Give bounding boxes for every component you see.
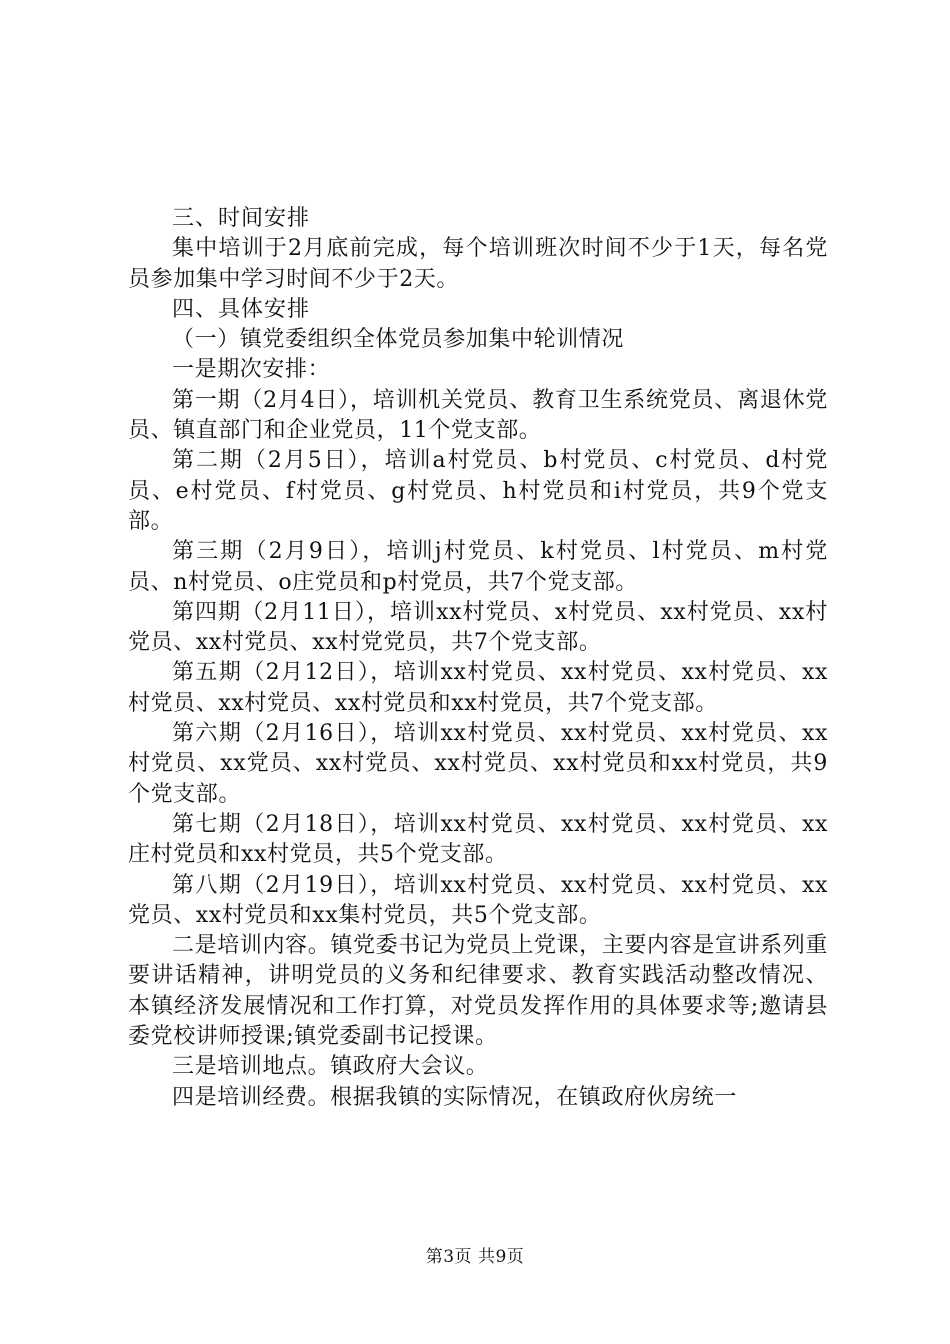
section-heading-arrangement: 四、具体安排 — [172, 296, 311, 322]
paragraph-session-6: 第六期（2月16日），培训xx村党员、xx村党员、xx村党员、xx村党员、xx党员、xx村党员、xx村党员、xx村党员和xx村党员，共9个党支部。 — [128, 721, 828, 807]
paragraph-session-5: 第五期（2月12日），培训xx村党员、xx村党员、xx村党员、xx村党员、xx村党员、xx村党员和xx村党员，共7个党支部。 — [128, 660, 828, 716]
paragraph-sessions-intro: 一是期次安排： — [172, 357, 331, 383]
page-footer: 第3页 共9页 — [425, 1247, 525, 1267]
document-body — [128, 204, 828, 1113]
paragraph-training-location: 三是培训地点。镇政府大会议。 — [172, 1054, 489, 1080]
section-heading-schedule: 三、时间安排 — [172, 206, 311, 231]
paragraph-schedule-detail: 集中培训于2月底前完成，每个培训班次时间不少于1天，每名党员参加集中学习时间不少于2天。 — [128, 236, 828, 292]
paragraph-session-1: 第一期（2月4日），培训机关党员、教育卫生系统党员、离退休党员、镇直部门和企业党员，11个党支部。 — [128, 387, 828, 444]
paragraph-session-8: 第八期（2月19日），培训xx村党员、xx村党员、xx村党员、xx党员、xx村党员和xx集村党员，共5个党支部。 — [128, 872, 828, 928]
paragraph-session-4: 第四期（2月11日），培训xx村党员、x村党员、xx村党员、xx村党员、xx村党员、xx村党党员，共7个党支部。 — [128, 599, 828, 656]
paragraph-training-content: 二是培训内容。镇党委书记为党员上党课，主要内容是宣讲系列重要讲话精神，讲明党员的义务和纪律要求、教育实践活动整改情况、本镇经济发展情况和工作打算，对党员发挥作用的具体要求等;邀请县委党校讲师授课;镇党委副书记授课。 — [128, 933, 828, 1050]
subsection-heading-training: （一）镇党委组织全体党员参加集中轮训情况 — [172, 327, 625, 353]
paragraph-session-7: 第七期（2月18日），培训xx村党员、xx村党员、xx村党员、xx庄村党员和xx村党员，共5个党支部。 — [128, 811, 828, 868]
paragraph-session-2: 第二期（2月5日），培训a村党员、b村党员、c村党员、d村党员、e村党员、f村党员、g村党员、h村党员和i村党员，共9个党支部。 — [128, 448, 828, 534]
paragraph-training-funding: 四是培训经费。根据我镇的实际情况，在镇政府伙房统一 — [172, 1084, 738, 1110]
paragraph-session-3: 第三期（2月9日），培训j村党员、k村党员、l村党员、m村党员、n村党员、o庄党员和p村党员，共7个党支部。 — [128, 539, 828, 595]
